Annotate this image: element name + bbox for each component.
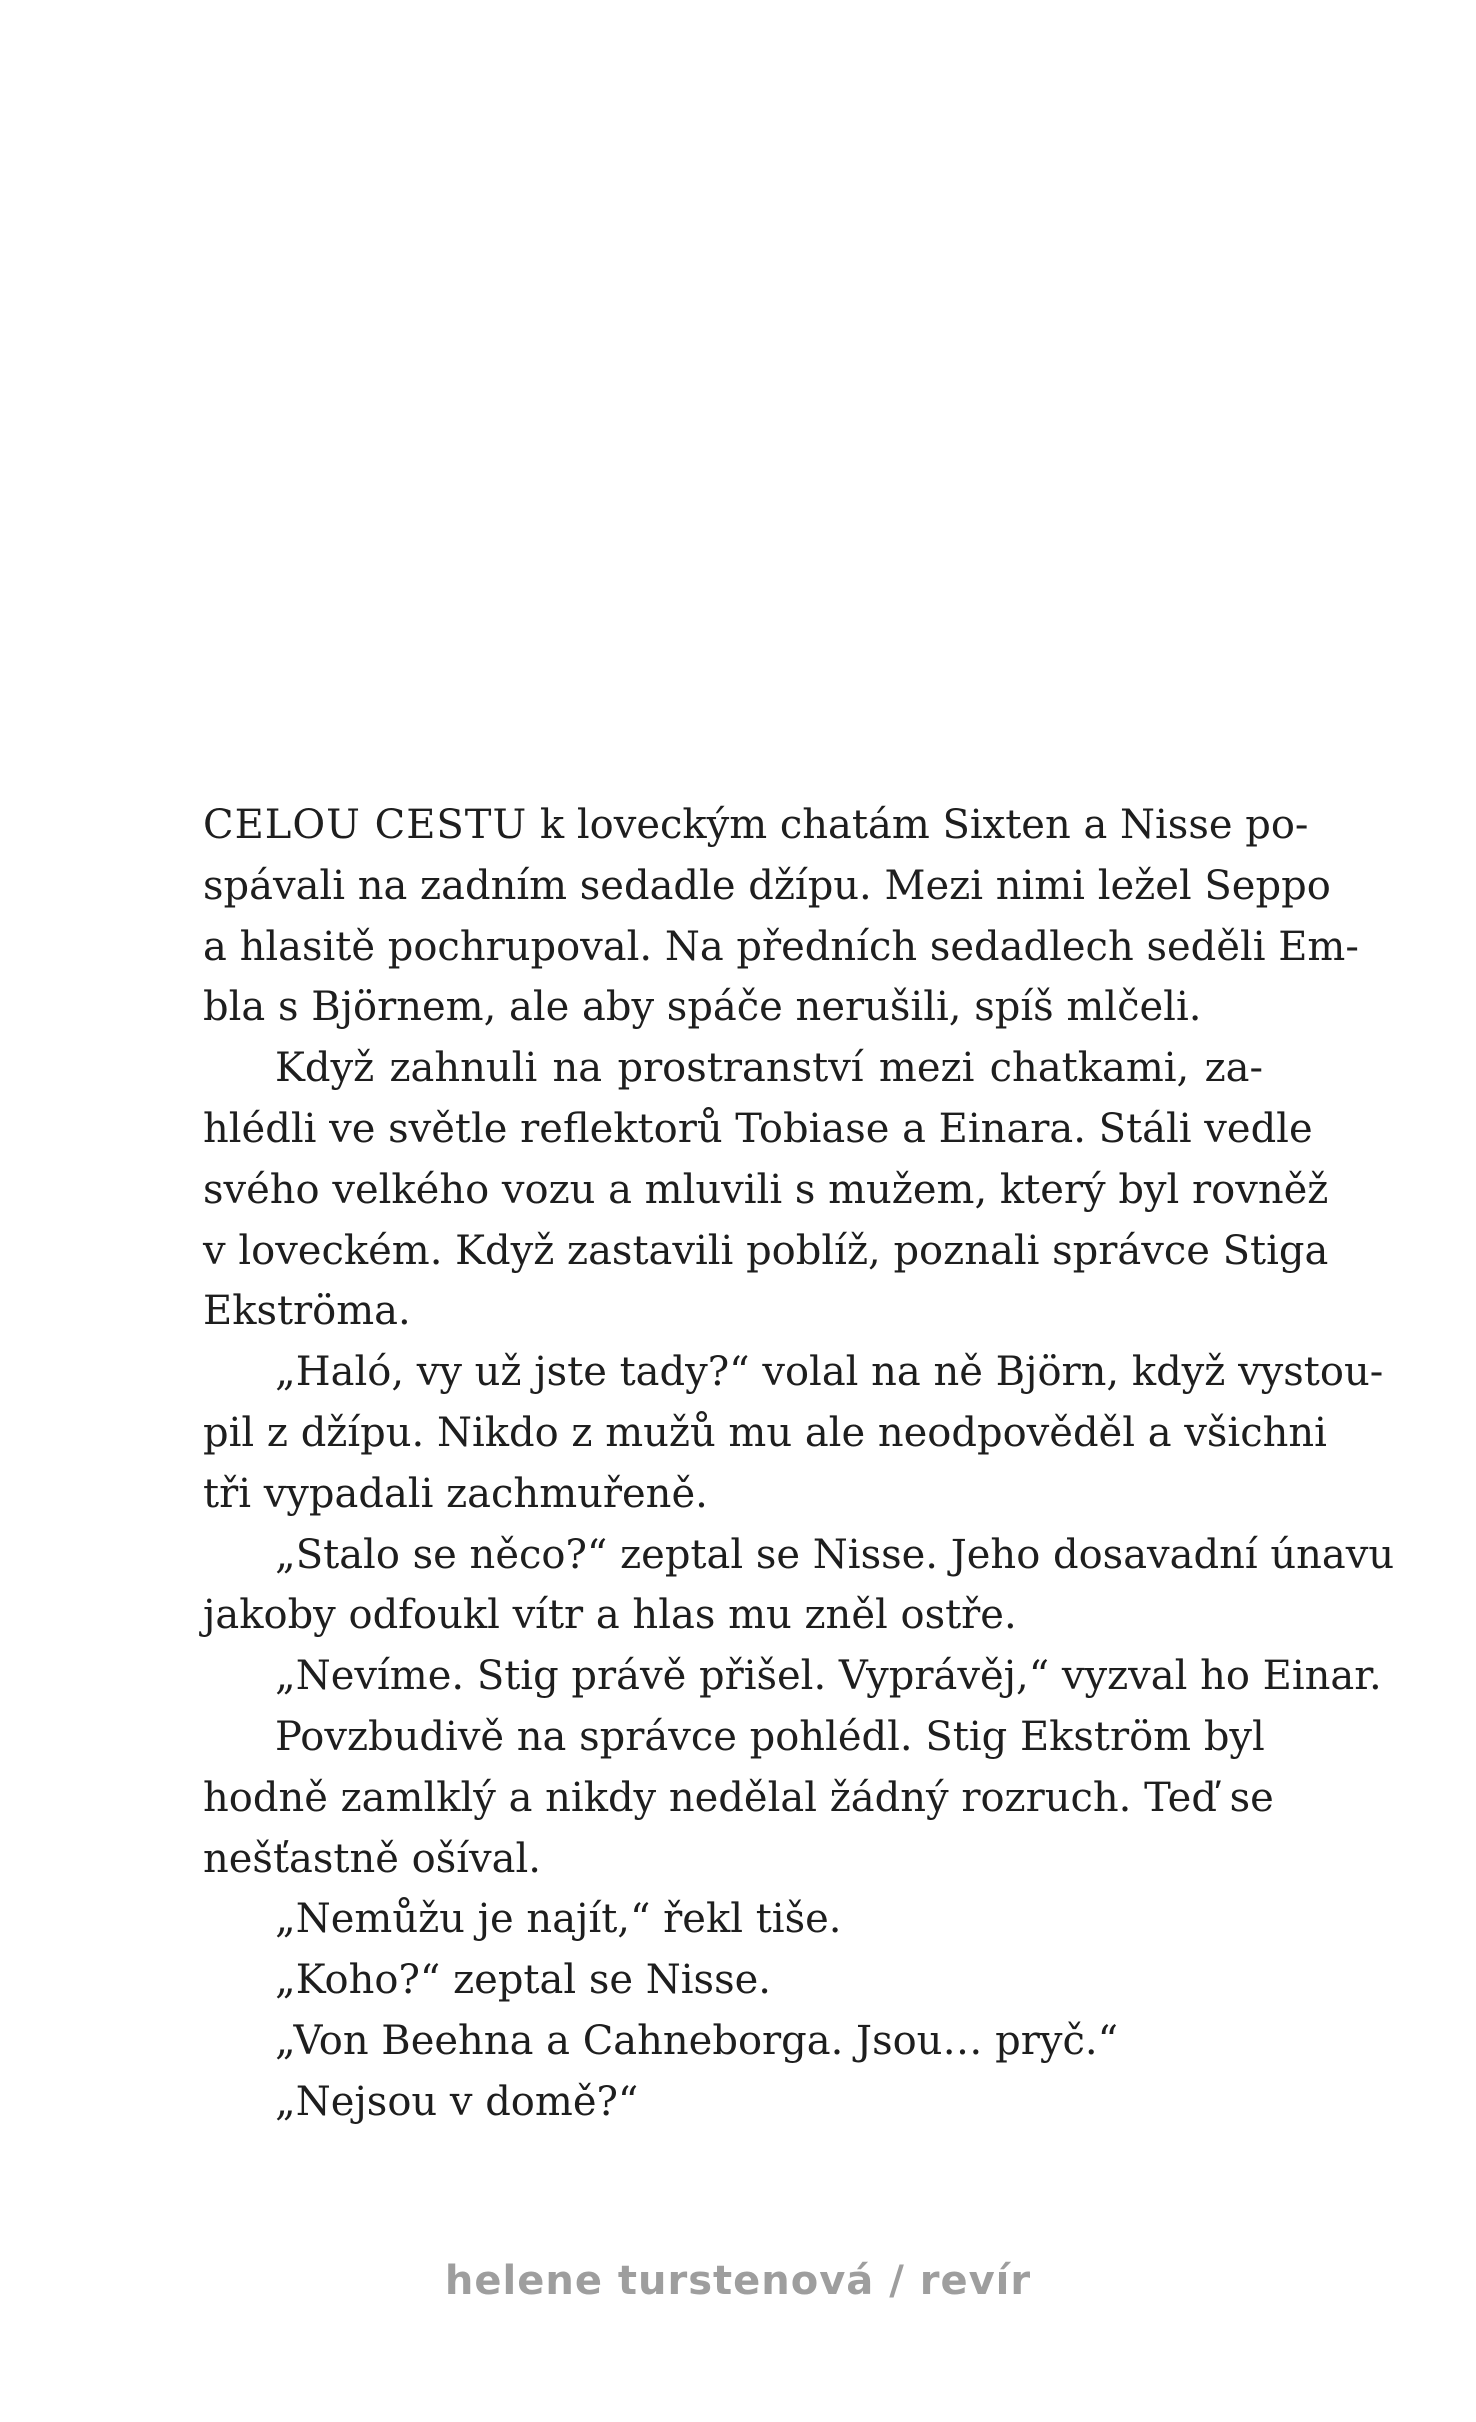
text-line: Ekströma. [203, 1288, 411, 1335]
text-line: „Nejsou v domě?“ [275, 2078, 639, 2125]
text-line: v loveckém. Když zastavili poblíž, poznali správce Stiga [203, 1227, 1329, 1274]
text-line: Povzbudivě na správce pohlédl. Stig Ekström byl [275, 1713, 1265, 1760]
text-line: hlédli ve světle reflektorů Tobiase a Einara. Stáli vedle [203, 1105, 1313, 1152]
text-line: spávali na zadním sedadle džípu. Mezi nimi ležel Seppo [203, 862, 1331, 909]
text-line: tři vypadali zachmuřeně. [203, 1470, 708, 1517]
text-line: „Stalo se něco?“ zeptal se Nisse. Jeho dosavadní únavu [275, 1531, 1395, 1578]
text-line: „Koho?“ zeptal se Nisse. [275, 1957, 771, 2004]
text-line: „Haló, vy už jste tady?“ volal na ně Björn, když vystou- [275, 1349, 1384, 1396]
text-line: „Von Beehna a Cahneborga. Jsou… pryč.“ [275, 2017, 1119, 2064]
text-line: a hlasitě pochrupoval. Na předních sedadlech seděli Em- [203, 923, 1359, 970]
text-line: jakoby odfoukl vítr a hlas mu zněl ostře. [203, 1592, 1017, 1639]
text-line: „Nevíme. Stig právě přišel. Vyprávěj,“ vyzval ho Einar. [275, 1653, 1382, 1700]
running-footer: helene turstenová / revír [444, 2258, 1032, 2304]
text-line: nešťastně ošíval. [203, 1835, 541, 1882]
text-line: bla s Björnem, ale aby spáče nerušili, spíš mlčeli. [203, 984, 1202, 1031]
text-line: svého velkého vozu a mluvili s mužem, který byl rovněž [203, 1166, 1329, 1213]
text-line: „Nemůžu je najít,“ řekl tiše. [275, 1896, 842, 1943]
text-line: Když zahnuli na prostranství mezi chatkami, za- [275, 1045, 1263, 1092]
text-line: hodně zamlklý a nikdy nedělal žádný rozruch. Teď se [203, 1774, 1274, 1821]
chapter-lead-in: CELOU CESTU [203, 802, 528, 848]
text-line: CELOU CESTU k loveckým chatám Sixten a Nisse po- [203, 802, 1309, 848]
chapter-text [203, 795, 1395, 2133]
text-line: pil z džípu. Nikdo z mužů mu ale neodpověděl a všichni [203, 1409, 1327, 1456]
